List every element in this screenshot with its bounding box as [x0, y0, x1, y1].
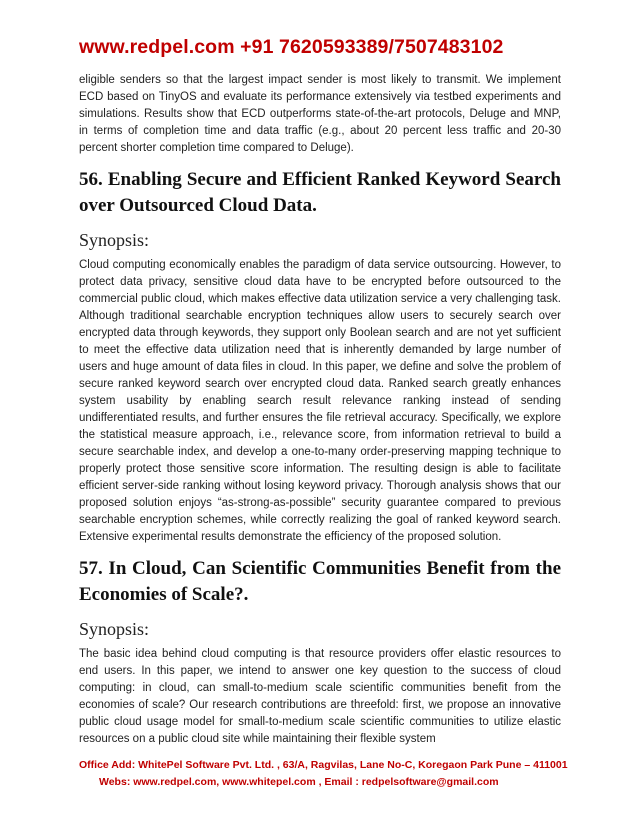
- section-57-synopsis-label: Synopsis:: [79, 619, 150, 639]
- footer-address: Office Add: WhitePel Software Pvt. Ltd. , 63/A, Ragvilas, Lane No-C, Koregaon Park Pune – 411001: [79, 759, 568, 771]
- section-57-heading: 57. In Cloud, Can Scientific Communities Benefit from the Economies of Scale?.: [79, 558, 561, 605]
- intro-paragraph: eligible senders so that the largest impact sender is most likely to transmit. We implement ECD based on TinyOS and evaluate its performance extensively via testbed experiments and simulations. Results show that ECD outperforms state-of-the-art protocols, Deluge and MNP, in terms of completion time and data traffic (e.g., about 20 percent less traffic and 20-30 percent shorter completion time compared to Deluge).: [79, 74, 561, 154]
- section-57-body: The basic idea behind cloud computing is that resource providers offer elastic resources to end users. In this paper, we intend to answer one key question to the success of cloud computing: in cloud, can small-to-medium scale scientific communities benefit from the economies of scale? Our research contributions are threefold: first, we propose an innovative public cloud usage model for small-to-medium scale scientific communities to utilize elastic resources on a public cloud site while maintaining their flexible system: [79, 648, 561, 745]
- footer: [79, 757, 568, 791]
- page-content: [79, 72, 561, 748]
- section-56-heading: 56. Enabling Secure and Efficient Ranked Keyword Search over Outsourced Cloud Data.: [79, 169, 561, 216]
- header-contact: www.redpel.com +91 7620593389/7507483102: [79, 36, 504, 58]
- footer-web-email: Webs: www.redpel.com, www.whitepel.com , Email : redpelsoftware@gmail.com: [99, 776, 499, 788]
- section-56-synopsis-label: Synopsis:: [79, 230, 150, 250]
- section-56-body: Cloud computing economically enables the paradigm of data service outsourcing. However, to protect data privacy, sensitive cloud data have to be encrypted before outsourced to the commercial public cloud, which makes effective data utilization service a very challenging task. Although traditional searchable encryption techniques allow users to securely search over encrypted data through keywords, they support only Boolean search and are not yet sufficient to meet the effective data utilization need that is inherently demanded by large number of users and huge amount of data files in cloud. In this paper, we define and solve the problem of secure ranked keyword search over encrypted cloud data. Ranked search greatly enhances system usability by enabling search result relevance ranking instead of sending undifferentiated results, and further ensures the file retrieval accuracy. Specifically, we explore the statistical measure approach, i.e., relevance score, from information retrieval to build a secure searchable index, and develop a one-to-many order-preserving mapping technique to properly protect those sensitive score information. The resulting design is able to facilitate efficient server-side ranking without losing keyword privacy. Thorough analysis shows that our proposed solution enjoys “as-strong-as-possible” security guarantee compared to previous searchable encryption schemes, while correctly realizing the goal of ranked keyword search. Extensive experimental results demonstrate the efficiency of the proposed solution.: [79, 259, 561, 543]
